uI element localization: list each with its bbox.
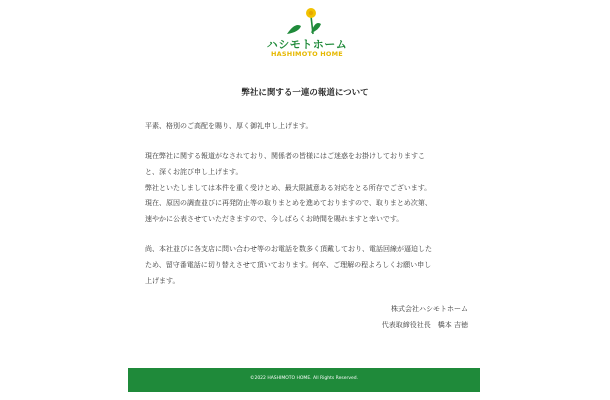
paragraph-line: 速やかに公表させていただきますので、今しばらくお時間を賜れますと幸いです。 (145, 215, 404, 223)
paragraph-line: 現在弊社に関する報道がなされており、関係者の皆様にはご迷惑をお掛けしておりますこ (145, 152, 425, 160)
copyright-text: ©2022 HASHIMOTO HOME. All Rights Reserved. (249, 376, 359, 381)
paragraph-line: 弊社といたしましては本件を重く受けとめ、最大限誠意ある対応をとる所存でございます。 (145, 184, 432, 192)
company-logo[interactable] (265, 6, 349, 62)
logo-text-jp: ハシモトホーム (266, 38, 348, 51)
paragraph-line: 尚、本社並びに各支店に問い合わせ等のお電話を数多く頂戴しており、電話回線が逼迫した (145, 245, 432, 253)
footer-bar (128, 368, 480, 392)
notice-paragraph (145, 118, 475, 134)
notice-paragraph (145, 148, 475, 196)
paragraph-line: 平素、格別のご高配を賜り、厚く御礼申し上げます。 (145, 122, 313, 130)
notice-title: 弊社に関する一連の報道について (241, 88, 369, 98)
paragraph-line: と、深くお詫び申し上げます。 (145, 168, 243, 176)
signature-representative: 代表取締役社長 橋本 吉徳 (381, 321, 468, 329)
notice-paragraph (145, 195, 475, 227)
paragraph-line: ため、留守番電話に切り替えさせて頂いております。何卒、ご理解の程よろしくお願い申し (145, 261, 432, 269)
paragraph-line: 現在、原因の調査並びに再発防止等の取りまとめを進めておりますので、取りまとめ次第、 (145, 199, 432, 207)
dandelion-logo-icon (265, 6, 349, 38)
paragraph-line: 上げます。 (145, 277, 180, 285)
notice-paragraph (145, 241, 475, 289)
signature-company: 株式会社ハシモトホーム (391, 305, 468, 313)
logo-text-en: HASHIMOTO HOME (271, 50, 343, 58)
